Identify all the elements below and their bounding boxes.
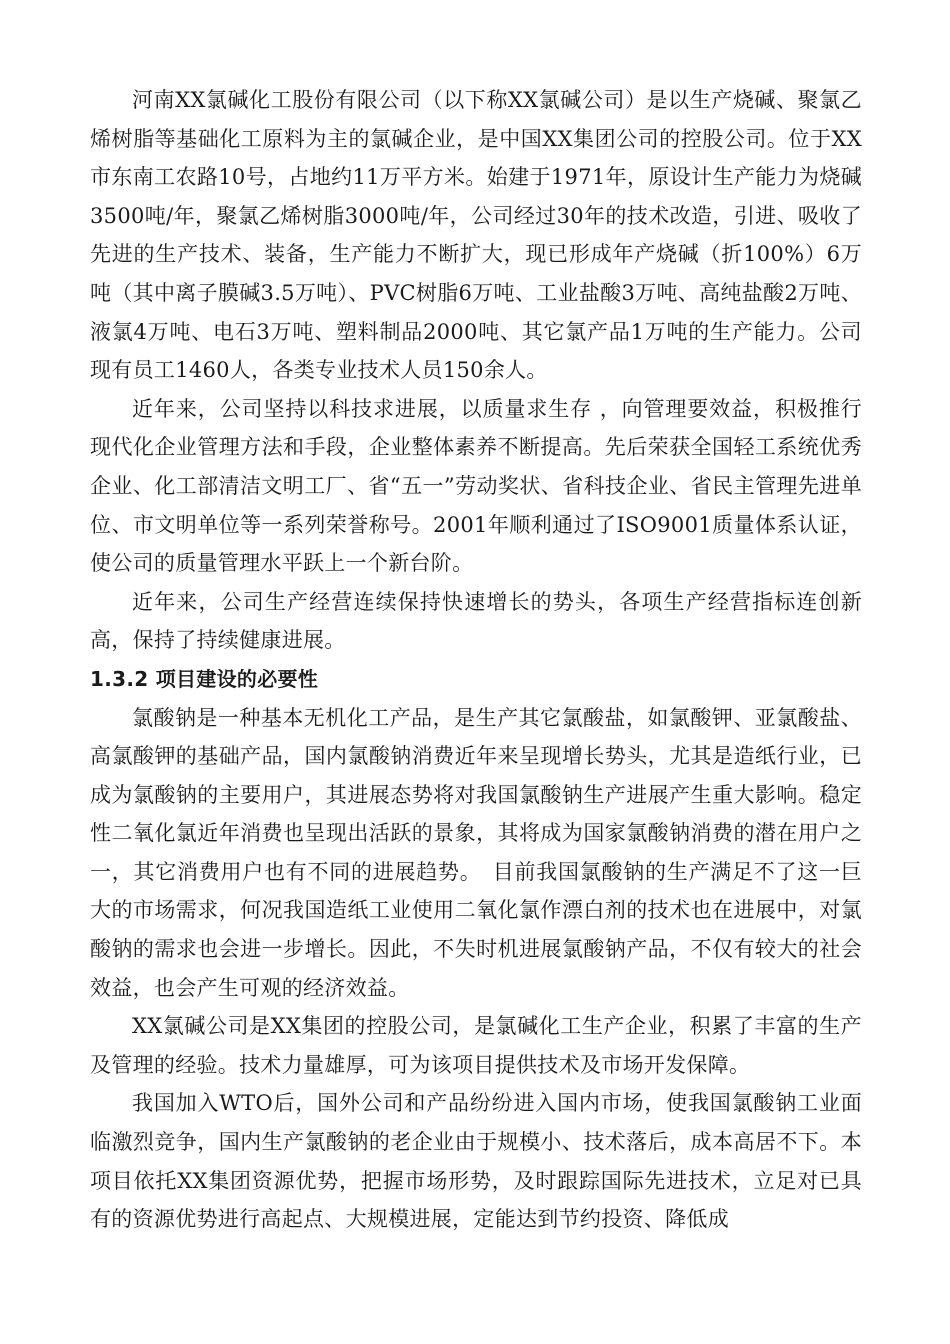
wto-competition-paragraph: 我国加入WTO后，国外公司和产品纷纷进入国内市场，使我国氯酸钠工业面临激烈竞争，国内生产氯酸钠的老企业由于规模小、技术落后，成本高居不下。本项目依托XX集团资源优势，把握市场形势，及时跟踪国际先进技术，立足对已具有的资源优势进行高起点、大规模进展，定能达到节约投资、降低成 [90,1091,862,1232]
company-capability-paragraph: XX氯碱公司是XX集团的控股公司，是氯碱化工生产企业，积累了丰富的生产及管理的经验。技术力量雄厚，可为该项目提供技术及市场开发保障。 [90,1014,862,1077]
growth-paragraph: 近年来，公司生产经营连续保持快速增长的势头，各项生产经营指标连创新高，保持了持续健康进展。 [90,589,862,653]
section-heading: 1.3.2 项目建设的必要性 [90,666,319,691]
sodium-chlorate-market-paragraph: 氯酸钠是一种基本无机化工产品，是生产其它氯酸盐，如氯酸钾、亚氯酸盐、高氯酸钾的基础产品，国内氯酸钠消费近年来呈现增长势头，尤其是造纸行业，已成为氯酸钠的主要用户，其进展态势将对我国氯酸钠生产进展产生重大影响。稳定性二氧化氯近年消费也呈现出活跃的景象，其将成为国家氯酸钠消费的潜在用户之一，其它消费用户也有不同的进展趋势。 目前我国氯酸钠的生产满足不了这一巨大的市场需求，何况我国造纸工业使用二氧化氯作漂白剂的技术也在进展中，对氯酸钠的需求也会进一步增长。因此，不失时机进展氯酸钠产品，不仅有较大的社会效益，也会产生可观的经济效益。 [90,705,862,1000]
company-intro-paragraph: 河南XX氯碱化工股份有限公司（以下称XX氯碱公司）是以生产烧碱、聚氯乙烯树脂等基础化工原料为主的氯碱企业，是中国XX集团公司的控股公司。位于XX市东南工农路10号，占地约11万平方米。始建于1971年，原设计生产能力为烧碱3500吨/年，聚氯乙烯树脂3000吨/年，公司经过30年的技术改造，引进、吸收了先进的生产技术、装备，生产能力不断扩大，现已形成年产烧碱（折100%）6万吨（其中离子膜碱3.5万吨）、PVC树脂6万吨、工业盐酸3万吨、高纯盐酸2万吨、液氯4万吨、电石3万吨、塑料制品2000吨、其它氯产品1万吨的生产能力。公司现有员工1460人，各类专业技术人员150余人。 [90,88,862,383]
management-honors-paragraph: 近年来，公司坚持以科技求进展，以质量求生存 ，向管理要效益，积极推行现代化企业管理方法和手段，企业整体素养不断提高。先后荣获全国轻工系统优秀企业、化工部清洁文明工厂、省“五一”劳动奖状、省科技企业、省民主管理先进单位、市文明单位等一系列荣誉称号。2001年顺利通过了ISO9001质量体系认证，使公司的质量管理水平跃上一个新台阶。 [90,396,862,576]
